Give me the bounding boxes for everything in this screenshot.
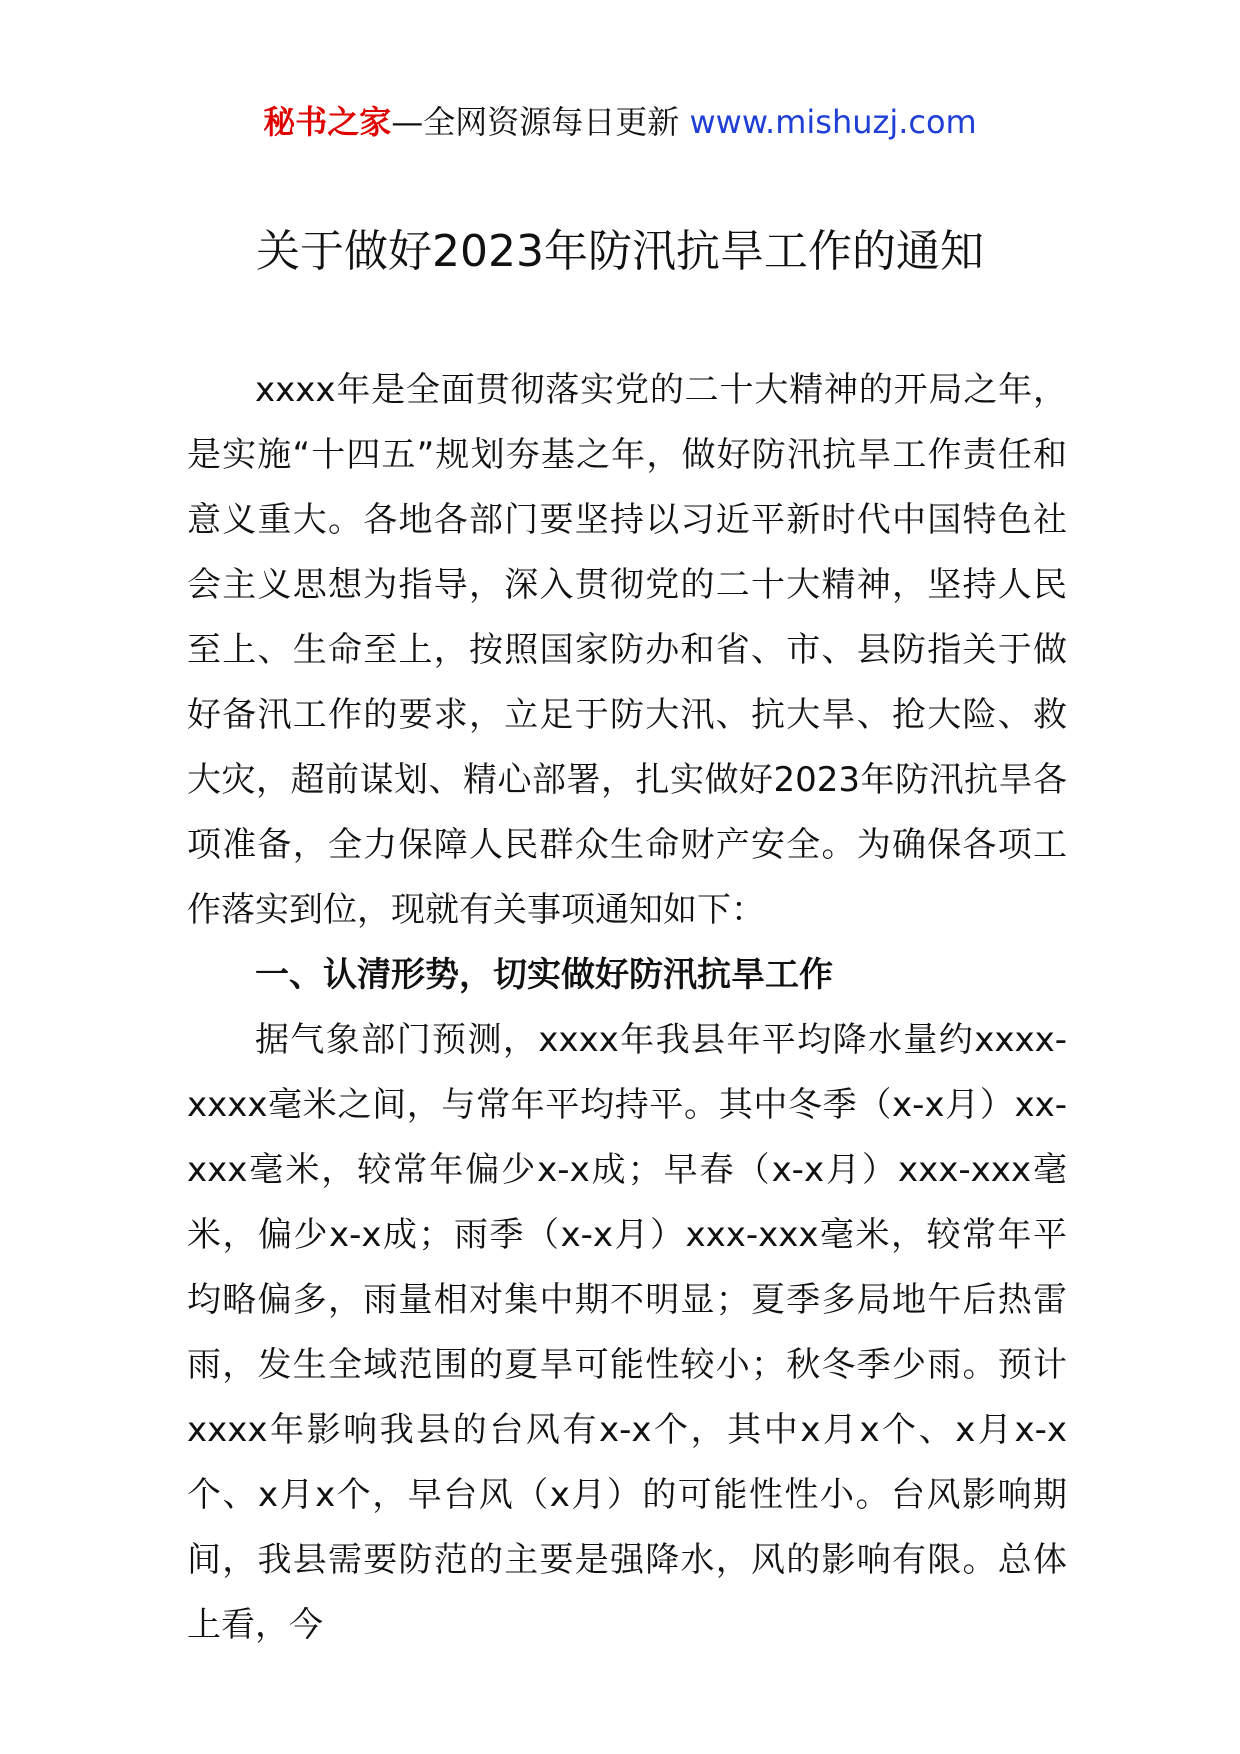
section-heading-1: 一、认清形势，切实做好防汛抗旱工作: [255, 955, 833, 995]
document-title: 关于做好2023年防汛抗旱工作的通知: [256, 226, 984, 277]
body-paragraph-intro: xxxx年是全面贯彻落实党的二十大精神的开局之年，是实施“十四五”规划夯基之年，做好防汛抗旱工作责任和意义重大。各地各部门要坚持以习近平新时代中国特色社会主义思想为指导，深入贯彻党的二十大精神，坚持人民至上、生命至上，按照国家防办和省、市、县防指关于做好备汛工作的要求，立足于防大汛、抗大旱、抢大险、救大灾，超前谋划、精心部署，扎实做好2023年防汛抗旱各项准备，全力保障人民群众生命财产安全。为确保各项工作落实到位，现就有关事项通知如下：: [187, 370, 1067, 930]
brand-tagline: —全网资源每日更新: [391, 103, 680, 141]
body-paragraph-forecast: 据气象部门预测，xxxx年我县年平均降水量约xxxx-xxxx毫米之间，与常年平均持平。其中冬季（x-x月）xx-xxx毫米，较常年偏少x-x成；早春（x-x月）xxx-xxx毫米，偏少x-x成；雨季（x-x月）xxx-xxx毫米，较常年平均略偏多，雨量相对集中期不明显；夏季多局地午后热雷雨，发生全域范围的夏旱可能性较小；秋冬季少雨。预计xxxx年影响我县的台风有x-x个，其中x月x个、x月x-x个、x月x个，早台风（x月）的可能性性小。台风影响期间，我县需要防范的主要是强降水，风的影响有限。总体上看，今: [187, 1020, 1067, 1645]
document-body: [187, 358, 1067, 1658]
site-header: [0, 100, 1240, 144]
brand-name: 秘书之家: [263, 103, 392, 141]
site-url-link[interactable]: www.mishuzj.com: [689, 103, 977, 141]
